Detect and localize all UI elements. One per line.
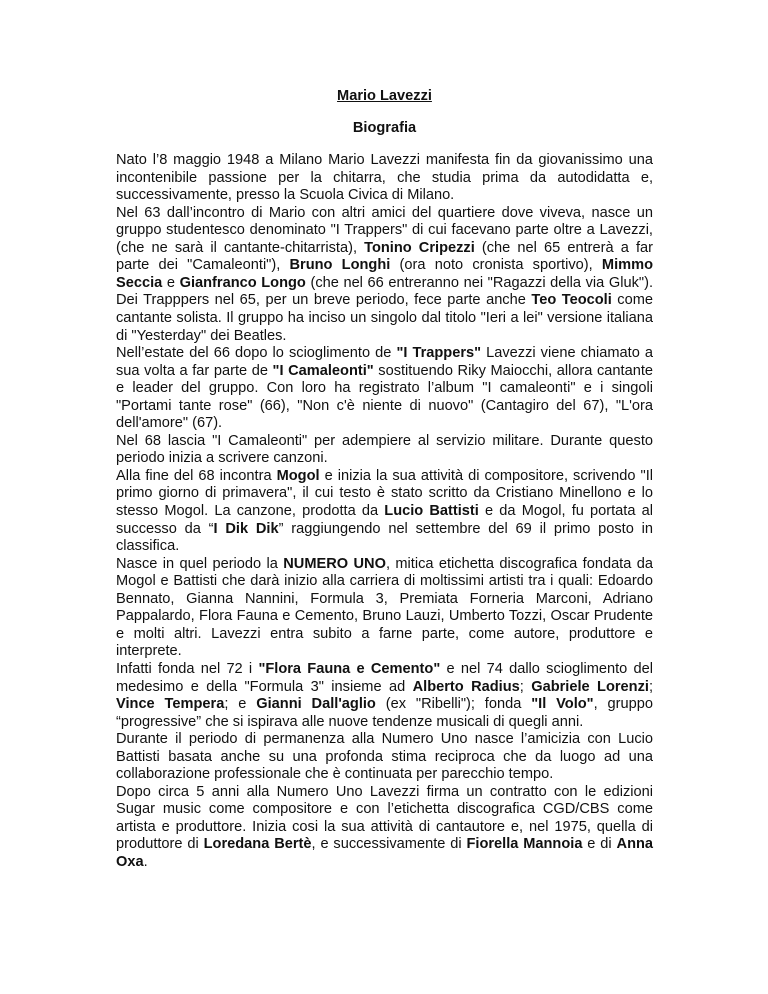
- text-run: e inizia la sua attività di compositore, scrivendo "Il primo giorno di primavera", il cui testo è stato scritto da Cristiano Minellono e lo stesso Mogol. La canzone, prodotta da: [116, 467, 653, 520]
- paragraph: [116, 433, 653, 468]
- bold-name: Tonino Cripezzi: [364, 239, 475, 256]
- text-run: .: [143, 853, 148, 870]
- text-run: , e successivamente di: [311, 836, 467, 853]
- text-run: Alla fine del 68 incontra: [116, 467, 277, 484]
- text-run: Nel 68 lascia "I Camaleonti" per adempiere al servizio militare. Durante questo periodo inizia a scrivere canzoni.: [116, 432, 653, 467]
- paragraph: [116, 731, 653, 784]
- paragraph: [116, 152, 653, 205]
- bold-name: "Il Volo": [531, 696, 594, 713]
- bold-name: Fiorella Mannoia: [466, 836, 583, 853]
- text-run: e da Mogol, fu portata al successo da “: [116, 503, 654, 537]
- text-run: come cantante solista. Il gruppo ha inciso un singolo dal titolo "Ieri a lei" versione italiana di "Yesterday" dei Beatles.: [116, 292, 653, 344]
- text-run: ;: [648, 678, 653, 695]
- text-run: e di: [582, 836, 617, 853]
- text-run: Nasce in quel periodo la: [116, 555, 284, 572]
- paragraph: [116, 205, 653, 345]
- paragraph: [116, 468, 653, 556]
- paragraph: [116, 345, 653, 433]
- text-run: Durante il periodo di permanenza alla Numero Uno nasce l’amicizia con Lucio Battisti basata anche su una profonda stima reciproca che da luogo ad una collaborazione professionale che è continuata per parecchio tempo.: [116, 731, 653, 783]
- paragraph: [116, 784, 653, 872]
- bold-name: Gianfranco Longo: [179, 274, 306, 291]
- text-run: (che nel 65 entrerà a far parte dei "Camaleonti"),: [116, 239, 653, 274]
- bold-name: Anna Oxa: [116, 836, 654, 870]
- document-subtitle: Biografia: [352, 119, 417, 136]
- paragraph: [116, 556, 653, 661]
- bold-name: Mimmo Seccia: [116, 257, 653, 291]
- text-run: (ora noto cronista sportivo),: [390, 257, 602, 274]
- paragraph: [116, 661, 653, 731]
- document-title: Mario Lavezzi: [337, 88, 432, 104]
- text-run: ;: [519, 678, 532, 695]
- text-run: , gruppo “progressive” che si ispirava alle nuove tendenze musicali di quegli anni.: [116, 696, 653, 730]
- bold-name: "I Trappers": [396, 345, 482, 362]
- bold-name: Bruno Longhi: [289, 257, 391, 274]
- bold-name: Lucio Battisti: [384, 503, 479, 520]
- bold-name: "I Camaleonti": [272, 362, 374, 379]
- text-run: Lavezzi viene chiamato a sua volta a far parte de: [116, 345, 654, 379]
- bold-name: I Dik Dik: [213, 520, 279, 537]
- text-run: e: [162, 274, 180, 291]
- biography-body: [116, 152, 653, 871]
- bold-name: NUMERO UNO: [283, 555, 386, 572]
- text-run: Dopo circa 5 anni alla Numero Uno Lavezzi firma un contratto con le edizioni Sugar music come compositore e con l’etichetta discografica CGD/CBS come artista e produttore. Inizia cosi la sua attività di cantautore e, nel 1975, quella di produttore di: [116, 783, 653, 853]
- bold-name: Mogol: [276, 467, 320, 484]
- bold-name: Teo Teocoli: [531, 292, 612, 309]
- text-run: sostituendo Riky Maiocchi, allora cantante e leader del gruppo. Con loro ha registrato l’album "I camaleonti" e i singoli "Portami tante rose" (66), "Non c'è niente di nuovo" (Cantagiro del 67), "L'ora dell'amore" (67).: [116, 362, 653, 432]
- text-run: (che nel 66 entreranno nei "Ragazzi della via Gluk"). Dei Trapppers nel 65, per un breve periodo, fece parte anche: [116, 274, 653, 309]
- text-run: , mitica etichetta discografica fondata da Mogol e Battisti che darà inizio alla carriera di moltissimi artisti tra i quali: Edoardo Bennato, Gianna Nannini, Formula 3, Premiata Forneria Marconi, Adriano Pappalardo, Flora Fauna e Cemento, Bruno Lauzi, Umberto Tozzi, Oscar Prudente e molti altri. Lavezzi entra subito a farne parte, come autore, produttore e interprete.: [116, 555, 653, 660]
- text-run: (ex "Ribelli"); fonda: [375, 696, 532, 713]
- text-run: Nel 63 dall’incontro di Mario con altri amici del quartiere dove viveva, nasce un gruppo studentesco denominato "I Trappers" di cui facevano parte oltre a Lavezzi, (che ne sarà il cantante-chitarrista),: [116, 204, 653, 256]
- text-run: e nel 74 dallo scioglimento del medesimo e della "Formula 3" insieme ad: [116, 660, 654, 695]
- text-run: Nato l’8 maggio 1948 a Milano Mario Lavezzi manifesta fin da giovanissimo una incontenibile passione per la chitarra, che studia prima da autodidatta e, successivamente, presso la Scuola Civica di Milano.: [116, 152, 653, 204]
- bold-name: Loredana Bertè: [203, 836, 312, 853]
- bold-name: "Flora Fauna e Cemento": [258, 660, 441, 677]
- bold-name: Gianni Dall'aglio: [256, 696, 376, 713]
- bold-name: Vince Tempera: [116, 696, 225, 713]
- bold-name: Gabriele Lorenzi: [531, 678, 649, 695]
- bold-name: Alberto Radius: [412, 678, 520, 695]
- text-run: Nell’estate del 66 dopo lo scioglimento de: [116, 345, 397, 362]
- text-run: Infatti fonda nel 72 i: [116, 660, 259, 677]
- document-page: [116, 88, 653, 872]
- text-run: ; e: [224, 696, 257, 713]
- text-run: ” raggiungendo nel settembre del 69 il primo posto in classifica.: [116, 520, 653, 555]
